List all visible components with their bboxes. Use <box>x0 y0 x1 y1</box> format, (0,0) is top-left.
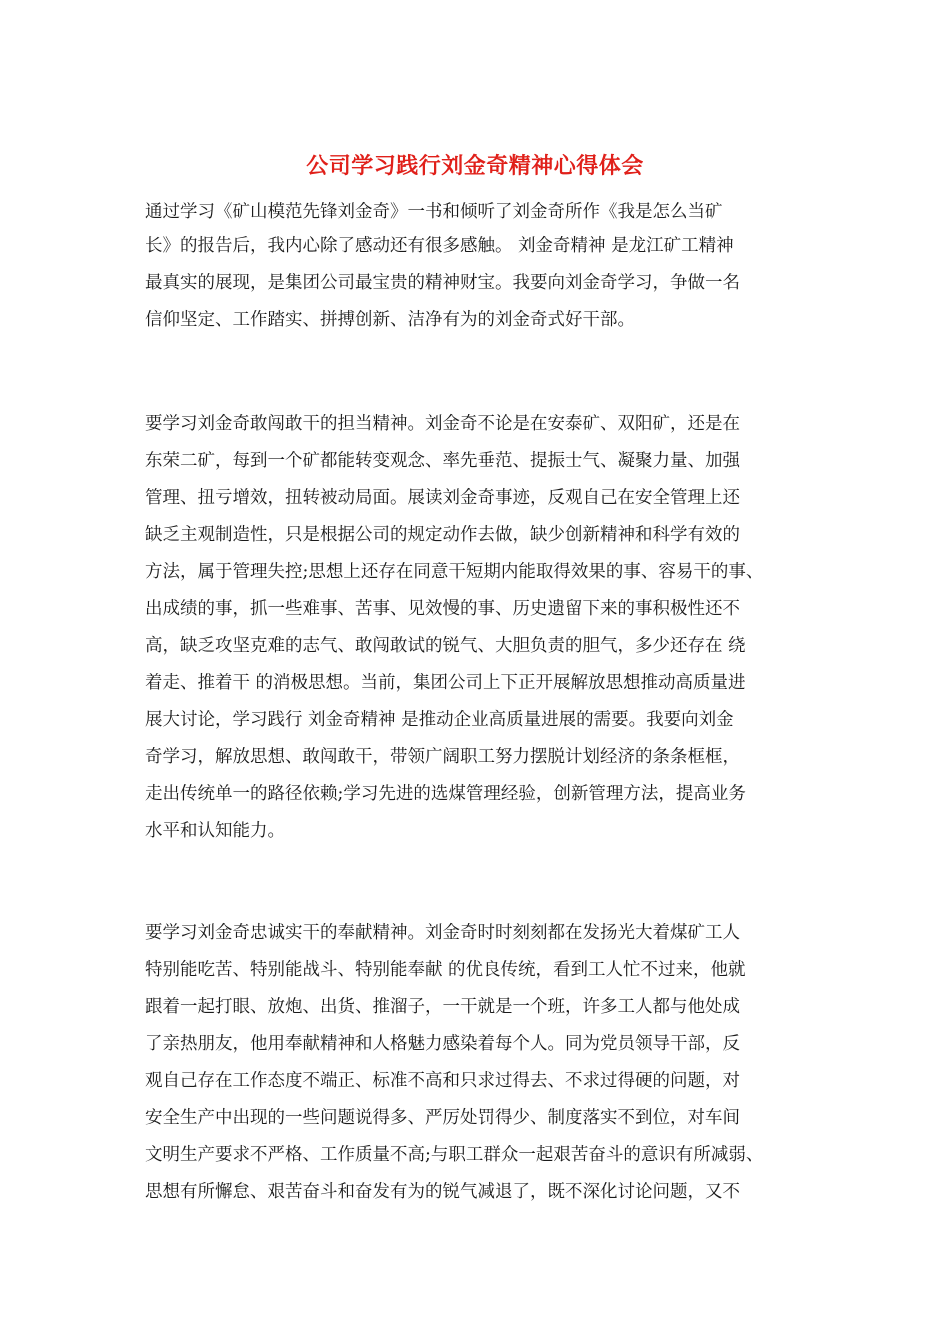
text-line: 观自己存在工作态度不端正、标准不高和只求过得去、不求过得硬的问题，对 <box>145 1071 740 1091</box>
text-line: 缺乏主观制造性，只是根据公司的规定动作去做，缺少创新精神和科学有效的 <box>145 525 740 545</box>
text-line: 出成绩的事，抓一些难事、苦事、见效慢的事、历史遗留下来的事积极性还不 <box>145 599 740 619</box>
text-line: 长》的报告后，我内心除了感动还有很多感触。 刘金奇精神 是龙江矿工精神 <box>145 236 734 256</box>
text-line: 展大讨论，学习践行 刘金奇精神 是推动企业高质量进展的需要。我要向刘金 <box>145 710 734 730</box>
text-line: 跟着一起打眼、放炮、出货、推溜子，一干就是一个班，许多工人都与他处成 <box>145 997 740 1017</box>
text-line: 东荣二矿，每到一个矿都能转变观念、率先垂范、提振士气、凝聚力量、加强 <box>145 451 740 471</box>
text-line: 最真实的展现，是集团公司最宝贵的精神财宝。我要向刘金奇学习，争做一名 <box>145 273 740 293</box>
text-line: 要学习刘金奇忠诚实干的奉献精神。刘金奇时时刻刻都在发扬光大着煤矿工人 <box>145 923 740 943</box>
text-line: 安全生产中出现的一些问题说得多、严厉处罚得少、制度落实不到位，对车间 <box>145 1108 740 1128</box>
text-line: 文明生产要求不严格、工作质量不高;与职工群众一起艰苦奋斗的意识有所减弱、 <box>145 1145 764 1165</box>
text-line: 奇学习，解放思想、敢闯敢干，带领广阔职工努力摆脱计划经济的条条框框， <box>145 747 740 767</box>
text-line: 管理、扭亏增效，扭转被动局面。展读刘金奇事迹，反观自己在安全管理上还 <box>145 488 740 508</box>
text-line: 特别能吃苦、特别能战斗、特别能奉献 的优良传统，看到工人忙不过来，他就 <box>145 960 746 980</box>
text-line: 水平和认知能力。 <box>145 821 285 841</box>
text-line: 走出传统单一的路径依赖;学习先进的选煤管理经验，创新管理方法，提高业务 <box>145 784 746 804</box>
text-line: 了亲热朋友，他用奉献精神和人格魅力感染着每个人。同为党员领导干部，反 <box>145 1034 740 1054</box>
text-line: 方法，属于管理失控;思想上还存在同意干短期内能取得效果的事、容易干的事、 <box>145 562 764 582</box>
text-line: 信仰坚定、工作踏实、拼搏创新、洁净有为的刘金奇式好干部。 <box>145 310 635 330</box>
text-line: 通过学习《矿山模范先锋刘金奇》一书和倾听了刘金奇所作《我是怎么当矿 <box>145 202 723 222</box>
text-line: 要学习刘金奇敢闯敢干的担当精神。刘金奇不论是在安泰矿、双阳矿，还是在 <box>145 414 740 434</box>
text-line: 着走、推着干 的消极思想。当前，集团公司上下正开展解放思想推动高质量进 <box>145 673 746 693</box>
text-line: 高，缺乏攻坚克难的志气、敢闯敢试的锐气、大胆负责的胆气，多少还存在 绕 <box>145 636 746 656</box>
text-line: 思想有所懈怠、艰苦奋斗和奋发有为的锐气减退了，既不深化讨论问题，又不 <box>145 1182 740 1202</box>
document-title: 公司学习践行刘金奇精神心得体会 <box>306 153 644 179</box>
